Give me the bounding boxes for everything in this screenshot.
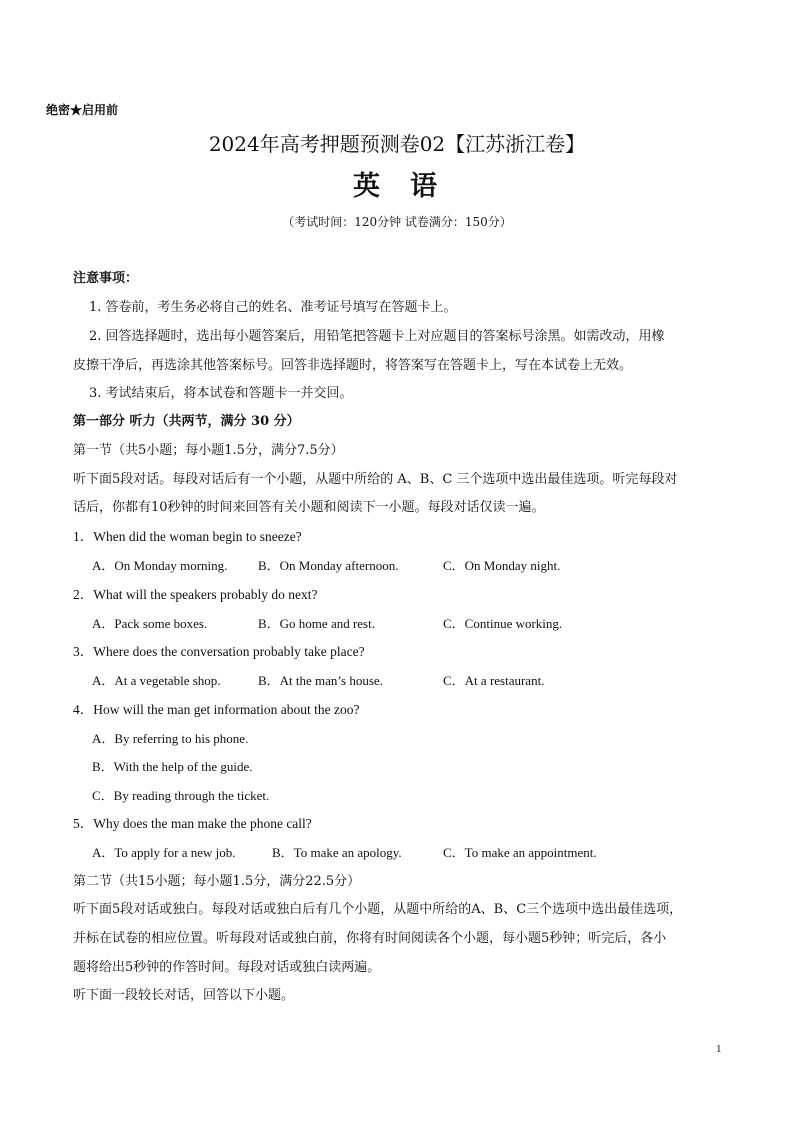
q4-option-a: A．By referring to his phone. [92,731,249,746]
section1-instructions-cont: 话后，你都有10秒钟的时间来回答有关小题和阅读下一小题。每段对话仅读一遍。 [73,500,545,515]
question-3: 3．Where does the conversation probably take place? [73,644,365,659]
q5-option-a: A．To apply for a new job. [92,845,236,860]
section1-heading: 第一节（共5小题；每小题1.5分，满分7.5分） [73,443,344,458]
notice-item-1: 1. 答卷前，考生务必将自己的姓名、准考证号填写在答题卡上。 [89,300,457,315]
notice-item-2-cont: 皮擦干净后，再选涂其他答案标号。回答非选择题时，将答案写在答题卡上，写在本试卷上无效。 [73,358,633,373]
subject-char-2: 语 [410,171,441,202]
notice-item-3: 3. 考试结束后，将本试卷和答题卡一并交回。 [89,386,353,401]
q4-option-c: C．By reading through the ticket. [92,788,270,803]
exam-title: 2024年高考押题预测卷02【江苏浙江卷】 [208,132,586,156]
q5-option-c: C．To make an appointment. [443,845,597,860]
q3-option-c: C．At a restaurant. [443,673,545,688]
q4-option-b: B．With the help of the guide. [92,759,253,774]
section2-instructions-cont-2: 题将给出5秒钟的作答时间。每段对话或独白读两遍。 [73,960,381,975]
subject-title [0,170,794,204]
q1-option-b: B．On Monday afternoon. [258,558,399,573]
q2-option-a: A．Pack some boxes. [92,616,208,631]
section2-instructions: 听下面5段对话或独白。每段对话或独白后有几个小题，从题中所给的A、B、C三个选项中选出最佳选项， [73,902,683,917]
q2-option-b: B．Go home and rest. [258,616,375,631]
section2-instructions-cont-1: 并标在试卷的相应位置。听每段对话或独白前，你将有时间阅读各个小题，每小题5秒钟；听完后，各小 [73,931,667,946]
q3-option-b: B．At the man’s house. [258,673,383,688]
page-number: 1 [716,1043,722,1055]
notice-item-2: 2. 回答选择题时，选出每小题答案后，用铅笔把答题卡上对应题目的答案标号涂黑。如需改动，用橡 [89,329,665,344]
q5-option-b: B．To make an apology. [272,845,402,860]
section2-lead: 听下面一段较长对话，回答以下小题。 [73,988,295,1003]
q3-option-a: A．At a vegetable shop. [92,673,221,688]
part1-heading: 第一部分 听力（共两节，满分 30 分） [73,414,300,429]
question-1: 1．When did the woman begin to sneeze? [73,529,302,544]
section1-instructions: 听下面5段对话。每段对话后有一个小题，从题中所给的 A、B、C 三个选项中选出最佳选项。听完每段对 [73,472,678,487]
confidential-label: 绝密★启用前 [46,103,119,117]
subject-char-1: 英 [353,171,384,202]
q1-option-a: A．On Monday morning. [92,558,228,573]
notice-heading: 注意事项： [73,271,139,286]
q1-option-c: C．On Monday night. [443,558,561,573]
section2-heading: 第二节（共15小题；每小题1.5分，满分22.5分） [73,874,361,889]
question-5: 5．Why does the man make the phone call? [73,816,312,831]
question-2: 2．What will the speakers probably do next? [73,587,318,602]
exam-time-info: （考试时间：120分钟 试卷满分：150分） [282,215,512,229]
q2-option-c: C．Continue working. [443,616,563,631]
question-4: 4．How will the man get information about the zoo? [73,702,360,717]
